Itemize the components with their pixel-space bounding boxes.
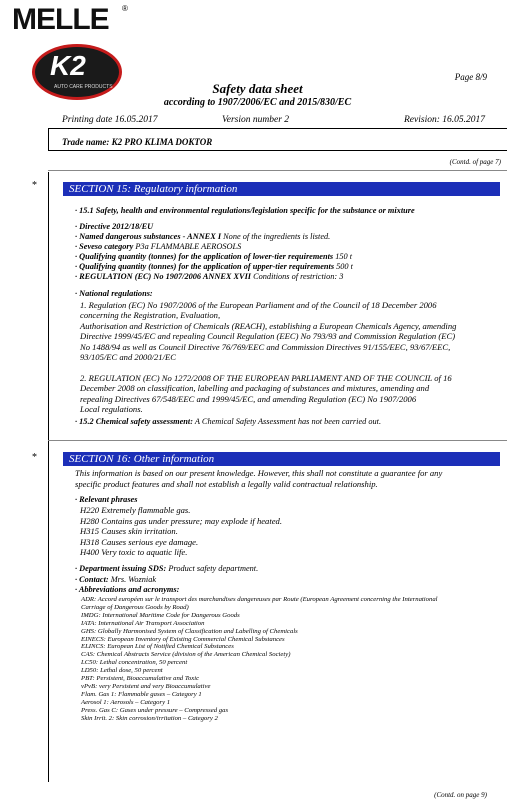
section16-heading: SECTION 16: Other information <box>63 452 500 466</box>
nat-line: 1. Regulation (EC) No 1907/2006 of the European Parliament and of the Council of 18 December 2006 <box>80 300 437 310</box>
qty-upper-value: 500 t <box>334 262 353 271</box>
s15-2-value: A Chemical Safety Assessment has not been carried out. <box>193 417 382 426</box>
abbr-item: vPvB: very Persistent and very Bioaccumulative <box>81 682 211 690</box>
trade-name: Trade name: K2 PRO KLIMA DOKTOR <box>62 137 213 147</box>
abbr-item: Skin Irrit. 2: Skin corrosion/irritation – Category 2 <box>81 714 218 722</box>
continued-on-note: (Contd. on page 9) <box>434 791 487 799</box>
header-divider <box>48 128 507 129</box>
abbreviations-list <box>81 596 438 723</box>
qty-upper-label: · Qualifying quantity (tonnes) for the application of upper-tier requirements <box>75 262 335 271</box>
relevant-phrases-heading: · Relevant phrases <box>75 495 138 504</box>
abbr-item: IMDG: International Maritime Code for Dangerous Goods <box>81 611 240 619</box>
version-number: Version number 2 <box>222 115 290 125</box>
melle-logo-text: MELLE <box>12 3 109 36</box>
named-label: · Named dangerous substances - ANNEX I <box>75 232 222 241</box>
revision-star: * <box>32 180 37 191</box>
abbr-item: EINECS: European Inventory of Existing Commercial Chemical Substances <box>81 635 285 643</box>
abbr-item: Aerosol 1: Aerosols – Category 1 <box>81 698 171 706</box>
phrase-item: H220 Extremely flammable gas. <box>80 505 191 515</box>
nat-line: concerning the Registration, Evaluation, <box>80 310 221 321</box>
dept-label: · Department issuing SDS: <box>75 564 167 573</box>
national-regulations-text <box>80 300 456 414</box>
abbr-item: IATA: International Air Transport Association <box>81 619 205 627</box>
chemical-safety-assessment <box>75 417 381 427</box>
trade-name-border <box>48 128 49 150</box>
trade-name-divider <box>48 150 507 151</box>
abbr-item: Press. Gas C: Gases under pressure – Compressed gas <box>81 706 229 714</box>
nat-line: Local regulations. <box>80 404 143 415</box>
reach-value: Conditions of restriction: 3 <box>251 272 344 281</box>
section-divider <box>48 440 507 441</box>
seveso-value: P3a FLAMMABLE AEROSOLS <box>133 242 242 251</box>
qty-lower-value: 150 t <box>333 252 353 261</box>
phrase-item: H315 Causes skin irritation. <box>80 526 178 537</box>
national-regulations-heading: · National regulations: <box>75 289 153 298</box>
qty-lower-label: · Qualifying quantity (tonnes) for the application of lower-tier requirements <box>75 252 334 261</box>
revision-date: Revision: 16.05.2017 <box>404 115 486 125</box>
k2-logo-tagline: AUTO CARE PRODUCTS <box>54 84 113 90</box>
directive: · Directive 2012/18/EU <box>75 222 154 231</box>
qualifying-quantity-upper <box>75 262 353 272</box>
section16-border <box>48 442 49 782</box>
continued-from-note: (Contd. of page 7) <box>449 158 501 166</box>
nat-line: 93/105/EC and 2000/21/EC <box>80 352 176 363</box>
s15-1-heading: · 15.1 Safety, health and environmental regulations/legislation specific for the substance or mixture <box>75 206 415 215</box>
abbr-item: Flam. Gas 1: Flammable gases – Category 1 <box>81 690 202 698</box>
phrase-item: H318 Causes serious eye damage. <box>80 536 199 547</box>
abbr-item: ADR: Accord européen sur le transport des marchandises dangereuses par Route (European Agreement concerning the International <box>81 596 438 603</box>
section15-border <box>48 172 49 459</box>
nat-spacer <box>80 362 456 372</box>
abbreviations-heading: · Abbreviations and acronyms: <box>75 585 180 594</box>
named-value: None of the ingredients is listed. <box>221 232 331 241</box>
document-subtitle: according to 1907/2006/EC and 2015/830/EC <box>163 97 352 108</box>
nat-line: Directive 1999/45/EC and repealing Council Regulation (EEC) No 793/93 and Commission Regulation (EC) <box>80 331 456 342</box>
phrase-item: H400 Very toxic to aquatic life. <box>80 547 188 558</box>
contact-value: Mrs. Wozniak <box>108 575 157 584</box>
contact-label: · Contact: <box>75 575 109 584</box>
seveso-label: · Seveso category <box>75 242 134 251</box>
abbr-item: PBT: Persistent, Bioaccumulative and Toxic <box>81 675 200 683</box>
abbr-item: LD50: Lethal dose, 50 percent <box>81 667 163 675</box>
qualifying-quantity-lower <box>75 252 352 262</box>
revision-star: * <box>32 452 37 463</box>
page-number: Page 8/9 <box>454 72 487 82</box>
printing-date: Printing date 16.05.2017 <box>62 115 158 125</box>
intro-line: This information is based on our present knowledge. However, this shall not constitute a guarantee for any <box>75 468 443 478</box>
intro-line: specific product features and shall not establish a legally valid contractual relationship. <box>75 479 378 489</box>
reach-label: · REGULATION (EC) No 1907/2006 ANNEX XVII <box>75 272 252 281</box>
nat-line: Authorisation and Restriction of Chemicals (REACH), establishing a European Chemicals Agency, amending <box>80 320 457 331</box>
abbr-item: CAS: Chemical Abstracts Service (division of the American Chemical Society) <box>81 651 291 659</box>
abbr-item: LC50: Lethal concentration, 50 percent <box>81 659 188 667</box>
s15-2-label: · 15.2 Chemical safety assessment: <box>75 417 193 426</box>
section16-intro <box>75 468 442 490</box>
contact <box>75 575 156 585</box>
section-divider <box>48 170 507 171</box>
named-dangerous-substances <box>75 232 330 242</box>
department-issuing-sds <box>75 564 258 574</box>
nat-line: 2. REGULATION (EC) No 1272/2008 OF THE EUROPEAN PARLIAMENT AND OF THE COUNCIL of 16 <box>80 372 452 383</box>
phrase-item: H280 Contains gas under pressure; may explode if heated. <box>80 515 283 526</box>
abbr-item: Carriage of Dangerous Goods by Road) <box>81 603 189 611</box>
nat-line: December 2008 on classification, labelling and packaging of substances and mixtures, amending and <box>80 383 430 394</box>
dept-value: Product safety department. <box>166 564 259 573</box>
registered-mark: ® <box>122 4 128 13</box>
section15-heading: SECTION 15: Regulatory information <box>63 182 500 196</box>
seveso-category <box>75 242 241 252</box>
document-title: Safety data sheet <box>212 81 303 96</box>
k2-logo-text: K2 <box>50 50 86 81</box>
nat-line: No 1488/94 as well as Council Directive 76/769/EEC and Commission Directives 91/155/EEC, 93/67/EEC, <box>80 341 451 352</box>
relevant-phrases-list <box>80 505 282 558</box>
reach-annex-xvii <box>75 272 343 282</box>
abbr-item: ELINCS: European List of Notified Chemical Substances <box>81 643 234 651</box>
nat-line: repealing Directives 67/548/EEC and 1999/45/EC, and amending Regulation (EC) No 1907/2006 <box>80 393 417 404</box>
abbr-item: GHS: Globally Harmonised System of Classification and Labelling of Chemicals <box>81 627 298 635</box>
